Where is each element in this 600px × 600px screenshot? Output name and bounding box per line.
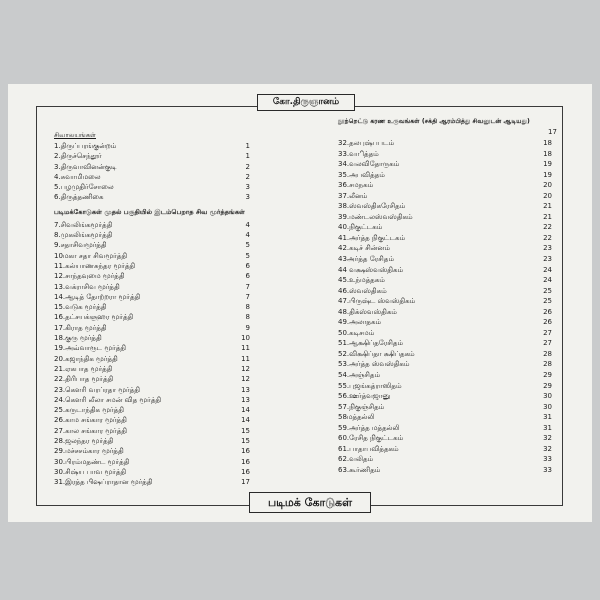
entry-label: 1.திருப்பரங்குன்றம் xyxy=(54,142,117,150)
entry-page-number: 30 xyxy=(543,402,552,411)
index-entry xyxy=(54,415,268,425)
entry-page-number: 5 xyxy=(245,241,250,250)
entry-label: 46.ஸ்வஸ்திகம் xyxy=(338,286,387,295)
index-entry xyxy=(338,138,562,149)
entry-label: 11.கல்யாணசுந்தர மூர்த்தி xyxy=(54,261,136,270)
entry-page-number: 16 xyxy=(241,457,250,466)
index-entry xyxy=(54,261,268,271)
index-entry xyxy=(338,243,562,254)
entry-label: 26.காம சங்கார மூர்த்தி xyxy=(54,416,127,425)
index-entry xyxy=(54,141,268,151)
index-entry xyxy=(338,286,562,297)
entry-page-number: 9 xyxy=(245,323,250,332)
index-entry xyxy=(338,201,562,212)
section2-list xyxy=(54,220,268,488)
entry-page-number: 16 xyxy=(241,467,250,476)
index-entry xyxy=(54,354,268,364)
index-entry xyxy=(54,302,268,312)
entry-label: 48.திக்ஸ்வஸ்திகம் xyxy=(338,307,397,316)
entry-page-number: 27 xyxy=(543,328,552,337)
entry-label: 52.விக்ஷிப்தா க்ஷிப்தகம் xyxy=(338,349,415,358)
entry-label: 39.மண்டலஸ்வஸ்திகம் xyxy=(338,212,413,221)
entry-page-number: 24 xyxy=(543,276,552,285)
entry-label: 40.நிகுட்டகம் xyxy=(338,223,383,232)
section1-title: சிவாலயங்கள் xyxy=(54,131,96,139)
entry-page-number: 25 xyxy=(543,286,552,295)
entry-label: 23.கெளரி வரப்ரதா மூர்த்தி xyxy=(54,385,140,394)
entry-label: 21.ஏகபாத மூர்த்தி xyxy=(54,364,113,373)
index-entry xyxy=(54,426,268,436)
index-entry xyxy=(338,307,562,318)
entry-page-number: 17 xyxy=(241,478,250,487)
index-entry xyxy=(54,457,268,467)
entry-page-number: 15 xyxy=(241,437,250,446)
index-entry xyxy=(338,191,562,202)
entry-page-number: 26 xyxy=(543,318,552,327)
index-entry xyxy=(338,275,562,286)
index-entry xyxy=(54,282,268,292)
entry-label: 61.பாதாபவித்தகம் xyxy=(338,444,399,453)
entry-page-number: 21 xyxy=(543,202,552,211)
index-entry xyxy=(338,222,562,233)
entry-label: 19.அவ்வாரூட மூர்த்தி xyxy=(54,344,127,353)
entry-page-number: 5 xyxy=(245,251,250,260)
entry-label: 13.வக்ராசிவ மூர்த்தி xyxy=(54,282,120,291)
index-entry xyxy=(338,465,562,476)
index-entry xyxy=(54,220,268,230)
entry-label: 34.வலவிதோருகம் xyxy=(338,160,400,169)
entry-page-number: 32 xyxy=(543,434,552,443)
entry-page-number: 6 xyxy=(245,261,250,270)
entry-page-number: 7 xyxy=(245,282,250,291)
index-entry xyxy=(338,370,562,381)
entry-label: 47.பிருஷ்ட ஸ்வஸ்திகம் xyxy=(338,297,416,306)
index-entry xyxy=(54,395,268,405)
section2-title: படிமக்கோடுகள் முதல் பகுதியில் இடம்பெறாத சிவ மூர்த்தங்கள் xyxy=(54,207,246,216)
entry-label: 22.திரிபாத மூர்த்தி xyxy=(54,375,114,384)
index-entry xyxy=(338,296,562,307)
index-entry xyxy=(54,292,268,302)
index-entry xyxy=(338,170,562,181)
index-entry xyxy=(54,172,268,182)
index-entry xyxy=(54,271,268,281)
entry-label: 51.ஆக்ஷிப்தரேசிதம் xyxy=(338,339,404,348)
entry-label: 2.திருச்செந்தூர் xyxy=(54,152,102,161)
entry-label: 25.கருடாந்திக மூர்த்தி xyxy=(54,406,124,415)
entry-page-number: 27 xyxy=(543,339,552,348)
entry-label: 29.மச்சசம்கார மூர்த்தி xyxy=(54,447,124,456)
entry-page-number: 30 xyxy=(543,392,552,401)
entry-label: 57.நிகுஞ்சிதம் xyxy=(338,402,385,411)
entry-page-number: 28 xyxy=(543,360,552,369)
entry-label: 53.அர்த்த ஸ்வஸ்திகம் xyxy=(338,360,410,369)
index-entry xyxy=(338,359,562,370)
index-entry xyxy=(54,182,268,192)
index-entry xyxy=(54,385,268,395)
entry-page-number: 15 xyxy=(241,426,250,435)
index-entry xyxy=(54,151,268,161)
index-entry xyxy=(54,467,268,477)
entry-page-number: 13 xyxy=(241,385,250,394)
entry-page-number: 19 xyxy=(543,170,552,179)
entry-label: 30.சிஷ்ய பாவ மூர்த்தி xyxy=(54,467,127,476)
entry-label: 17.கிராத மூர்த்தி xyxy=(54,323,107,332)
entry-page-number: 8 xyxy=(245,303,250,312)
entry-page-number: 31 xyxy=(543,413,552,422)
entry-page-number: 32 xyxy=(543,444,552,453)
entry-label: 35.அபவித்தம் xyxy=(338,170,385,179)
entry-label: 15.வடுக மூர்த்தி xyxy=(54,303,107,312)
entry-label: 30.பிரம்மதண்ட மூர்த்தி xyxy=(54,457,130,466)
entry-label: 41.அர்த்த நிகுட்டகம் xyxy=(338,233,406,242)
index-entry xyxy=(54,446,268,456)
entry-label: 16.தட்சயக்ஞஹர மூர்த்தி xyxy=(54,313,134,322)
entry-label: 38.ஸ்வஸ்திகரேசிதம் xyxy=(338,202,406,211)
entry-label: 3.திருவாவினன்குடி xyxy=(54,162,117,171)
entry-label: 60.ரேசித நிகுட்டகம் xyxy=(338,434,404,443)
author-header: கோ.திருஞானம் xyxy=(257,94,355,111)
entry-page-number: 18 xyxy=(543,139,552,147)
entry-label: 14.ஆடித் தோற்றரா மூர்த்தி xyxy=(54,292,141,301)
index-entry xyxy=(338,444,562,455)
index-entry xyxy=(54,240,268,250)
index-entry xyxy=(54,436,268,446)
entry-label: 44 வக்ஷஸ்வஸ்திகம் xyxy=(338,265,404,274)
entry-page-number: 4 xyxy=(245,231,250,240)
index-entry xyxy=(338,391,562,402)
entry-label: 20.கஜாந்திக மூர்த்தி xyxy=(54,354,118,363)
index-entry xyxy=(54,477,268,487)
entry-label: 28.ஜலந்தர மூர்த்தி xyxy=(54,437,114,446)
entry-label: 49.அலாதகம் xyxy=(338,318,382,327)
entry-label: 33.வாித்தம் xyxy=(338,149,379,158)
entry-page-number: 18 xyxy=(543,149,552,158)
entry-page-number: 2 xyxy=(245,162,250,171)
entry-label: 54.அஞ்சிதம் xyxy=(338,371,381,380)
entry-label: 4.சுவாமிமலை xyxy=(54,172,101,181)
index-entry xyxy=(338,402,562,413)
index-entry xyxy=(338,265,562,276)
entry-page-number: 28 xyxy=(543,349,552,358)
entry-label: 37.லீனம் xyxy=(338,191,368,200)
index-entry xyxy=(54,230,268,240)
entry-label: 18.குரு மூர்த்தி xyxy=(54,334,102,343)
index-entry xyxy=(54,323,268,333)
index-entry xyxy=(338,212,562,223)
index-entry xyxy=(338,149,562,160)
entry-page-number: 3 xyxy=(245,193,250,202)
entry-label: 6.திருத்தணிகை xyxy=(54,193,104,202)
section1-list xyxy=(54,141,268,203)
entry-label: 45.உந்மத்தகம் xyxy=(338,276,385,285)
entry-page-number: 20 xyxy=(543,191,552,200)
right-column xyxy=(338,116,562,476)
entry-page-number: 8 xyxy=(245,313,250,322)
entry-page-number: 23 xyxy=(543,255,552,264)
index-entry xyxy=(338,412,562,423)
index-entry xyxy=(338,254,562,265)
entry-label: 10மகா சதா சிவமூர்த்தி xyxy=(54,251,128,260)
entry-label: 50.கடிசமம் xyxy=(338,328,375,337)
book-page xyxy=(8,84,592,522)
index-entry xyxy=(54,405,268,415)
index-entry xyxy=(54,162,268,172)
index-entry xyxy=(338,381,562,392)
entry-page-number: 23 xyxy=(543,244,552,253)
index-entry xyxy=(338,159,562,170)
footer-title: படிமக் கோடுகள் xyxy=(249,492,371,513)
entry-page-number: 26 xyxy=(543,307,552,316)
entry-label: 9.சதாசிவமூர்த்தி xyxy=(54,241,107,250)
entry-label: 59.அர்த்த மத்தல்லி xyxy=(338,423,400,432)
entry-page-number: 20 xyxy=(543,181,552,190)
entry-page-number: 1 xyxy=(245,152,250,161)
index-entry xyxy=(54,312,268,322)
index-entry xyxy=(54,333,268,343)
entry-page-number: 19 xyxy=(543,160,552,169)
entry-page-number: 24 xyxy=(543,265,552,274)
index-entry xyxy=(338,433,562,444)
entry-label: 31.இரத்த பிஷப்ராதான மூர்த்தி xyxy=(54,478,153,487)
left-column xyxy=(54,130,268,488)
section3-title: நூற்றெட்டு கரண உருவங்கள் (சக்தி ஆரம்பித்து சிவனுடன் ஆடியது) xyxy=(338,118,530,125)
entry-label: 7.சிவலிங்கமூர்த்தி xyxy=(54,220,113,229)
entry-page-number: 4 xyxy=(245,220,250,229)
index-entry xyxy=(54,364,268,374)
index-entry xyxy=(54,192,268,202)
index-entry xyxy=(338,328,562,339)
entry-page-number: 22 xyxy=(543,223,552,232)
entry-page-number: 12 xyxy=(241,364,250,373)
entry-page-number: 13 xyxy=(241,395,250,404)
entry-label: 12.சாந்தவுமை மூர்த்தி xyxy=(54,272,125,281)
entry-page-number: 22 xyxy=(543,233,552,242)
index-entry xyxy=(54,374,268,384)
entry-page-number: 7 xyxy=(245,292,250,301)
entry-page-number: 11 xyxy=(241,344,250,353)
entry-label: 27.கால சங்கார மூர்த்தி xyxy=(54,426,127,435)
entry-label: 63.கூர்ணிதம் xyxy=(338,465,381,474)
index-entry xyxy=(338,317,562,328)
entry-label: 56.ஊர்த்வஜானு xyxy=(338,392,391,401)
entry-page-number: 11 xyxy=(241,354,250,363)
entry-label: 43அர்த்த ரேசிதம் xyxy=(338,255,394,264)
entry-page-number: 2 xyxy=(245,172,250,181)
entry-page-number: 31 xyxy=(543,423,552,432)
entry-page-number: 12 xyxy=(241,375,250,384)
entry-label: 36.சமநகம் xyxy=(338,181,374,190)
entry-label: 55.புஜங்கத்ராஸிதம் xyxy=(338,381,402,390)
entry-page-number: 25 xyxy=(543,297,552,306)
index-entry xyxy=(338,349,562,360)
entry-page-number: 33 xyxy=(543,465,552,474)
entry-label: 24.கெளரி லீலா சமன் வித மூர்த்தி xyxy=(54,395,162,404)
entry-label: 58மத்தல்லி xyxy=(338,413,375,422)
index-entry xyxy=(338,454,562,465)
entry-label: 5.பழமுதிர்சோலை xyxy=(54,183,114,192)
index-entry xyxy=(338,233,562,244)
entry-page-number: 6 xyxy=(245,272,250,281)
section3-list xyxy=(338,138,562,476)
index-entry xyxy=(338,423,562,434)
entry-page-number: 16 xyxy=(241,447,250,456)
entry-label: 8.முகலிங்கமூர்த்தி xyxy=(54,231,113,240)
entry-page-number: 14 xyxy=(241,416,250,425)
section3-page: 17 xyxy=(548,128,557,136)
entry-page-number: 14 xyxy=(241,406,250,415)
entry-page-number: 3 xyxy=(245,183,250,192)
entry-page-number: 21 xyxy=(543,212,552,221)
entry-page-number: 33 xyxy=(543,455,552,464)
entry-page-number: 10 xyxy=(241,334,250,343)
entry-page-number: 29 xyxy=(543,371,552,380)
index-entry xyxy=(338,180,562,191)
index-entry xyxy=(338,338,562,349)
entry-page-number: 1 xyxy=(245,142,250,150)
entry-label: 42.கடிச் சின்னம் xyxy=(338,244,390,253)
entry-label: 32.தலபுஷ்பபடம் xyxy=(338,139,395,147)
entry-page-number: 29 xyxy=(543,381,552,390)
index-entry xyxy=(54,343,268,353)
entry-label: 62.வலிதம் xyxy=(338,455,374,464)
index-entry xyxy=(54,251,268,261)
